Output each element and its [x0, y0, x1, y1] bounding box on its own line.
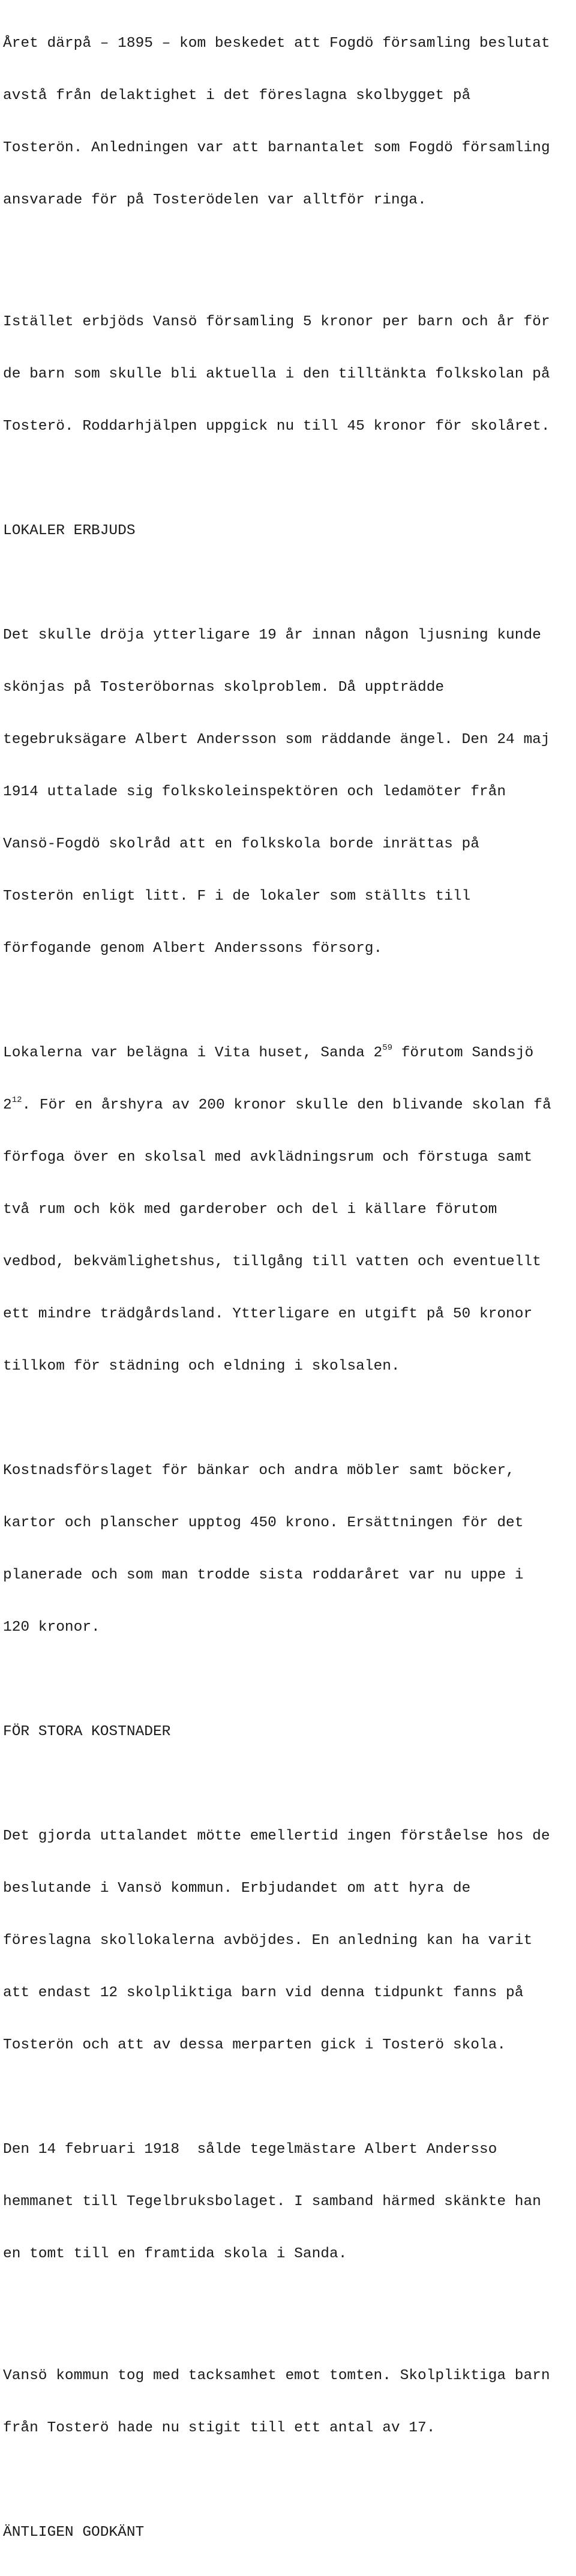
heading-text: FÖR STORA KOSTNADER	[3, 1724, 171, 1740]
text-line: vedbod, bekvämlighetshus, tillgång till vatten och eventuellt	[3, 1254, 541, 1270]
superscript: 12	[11, 1095, 22, 1105]
text-line-with-superscript	[3, 1097, 576, 1114]
paragraph-7	[3, 2106, 576, 2298]
text-segment: förutom Sandsjö	[392, 1045, 534, 1061]
text-line: förfogande genom Albert Anderssons försorg.	[3, 940, 383, 957]
paragraph-6	[3, 1793, 576, 2089]
text-line: tegebruksägare Albert Andersson som räddande ängel. Den 24 maj	[3, 732, 550, 748]
text-line: Tosterön enligt litt. F i de lokaler som ställts till	[3, 888, 471, 904]
text-line: Året därpå – 1895 – kom beskedet att Fogdö församling beslutat	[3, 35, 550, 52]
paragraph-5	[3, 1427, 576, 1671]
text-line-with-superscript	[3, 1044, 576, 1062]
paragraph-8	[3, 2332, 576, 2472]
text-line: två rum och kök med garderober och del i källare förutom	[3, 1202, 497, 1218]
text-line: att endast 12 skolpliktiga barn vid denna tidpunkt fanns på	[3, 1985, 524, 2001]
text-line: Det skulle dröja ytterligare 19 år innan någon ljusning kunde	[3, 627, 541, 643]
text-line: en tomt till en framtida skola i Sanda.	[3, 2246, 347, 2262]
heading-text: LOKALER ERBJUDS	[3, 523, 136, 539]
text-line: Det gjorda uttalandet mötte emellertid ingen förståelse hos de	[3, 1828, 550, 1844]
paragraph-1	[3, 0, 576, 244]
text-line: föreslagna skollokalerna avböjdes. En anledning kan ha varit	[3, 1933, 533, 1949]
text-line: Tosterö. Roddarhjälpen uppgick nu till 45 kronor för skolåret.	[3, 418, 550, 435]
text-line: ett mindre trädgårdsland. Ytterligare en utgift på 50 kronor	[3, 1306, 533, 1322]
text-segment: 2	[3, 1097, 12, 1113]
section-heading-lokaler	[3, 487, 576, 574]
text-line: Tosterön. Anledningen var att barnantalet som Fogdö församling	[3, 140, 550, 156]
heading-text: ÄNTLIGEN GODKÄNT	[3, 2524, 145, 2541]
text-line: tillkom för städning och eldning i skolsalen.	[3, 1358, 400, 1374]
text-line: de barn som skulle bli aktuella i den tilltänkta folkskolan på	[3, 366, 550, 382]
text-segment: Lokalerna var belägna i Vita huset, Sanda 2	[3, 1045, 383, 1061]
text-line: hemmanet till Tegelbruksbolaget. I samband härmed skänkte han	[3, 2194, 541, 2210]
section-heading-kostnader	[3, 1688, 576, 1775]
text-line: ansvarade för på Tosterödelen var alltför ringa.	[3, 192, 427, 208]
text-line: beslutande i Vansö kommun. Erbjudandet om att hyra de	[3, 1880, 471, 1897]
text-line: 120 kronor.	[3, 1619, 100, 1636]
text-line: avstå från delaktighet i det föreslagna skolbygget på	[3, 88, 471, 104]
text-line: skönjas på Tosteröbornas skolproblem. Då uppträdde	[3, 679, 445, 696]
section-heading-godkant	[3, 2489, 576, 2576]
document-page	[3, 0, 576, 2576]
text-line: Kostnadsförslaget för bänkar och andra möbler samt böcker,	[3, 1463, 515, 1479]
text-segment: . För en årshyra av 200 kronor skulle den blivande skolan få	[22, 1097, 551, 1113]
paragraph-4	[3, 1010, 576, 1410]
text-line: kartor och planscher upptog 450 krono. Ersättningen för det	[3, 1515, 524, 1531]
text-line: Tosterön och att av dessa merparten gick i Tosterö skola.	[3, 2037, 506, 2053]
text-line: Den 14 februari 1918 sålde tegelmästare Albert Andersso	[3, 2141, 497, 2158]
text-line: Istället erbjöds Vansö församling 5 kronor per barn och år för	[3, 314, 550, 330]
text-line: planerade och som man trodde sista roddaråret var nu uppe i	[3, 1567, 524, 1583]
text-line: förfoga över en skolsal med avklädningsrum och förstuga samt	[3, 1149, 533, 1166]
text-line: 1914 uttalade sig folkskoleinspektören och ledamöter från	[3, 784, 506, 800]
paragraph-2	[3, 278, 576, 470]
text-line: Vansö-Fogdö skolråd att en folkskola borde inrättas på	[3, 836, 479, 852]
paragraph-3	[3, 592, 576, 992]
superscript: 59	[382, 1043, 393, 1053]
text-line: från Tosterö hade nu stigit till ett antal av 17.	[3, 2420, 436, 2436]
text-line: Vansö kommun tog med tacksamhet emot tomten. Skolpliktiga barn	[3, 2368, 550, 2384]
